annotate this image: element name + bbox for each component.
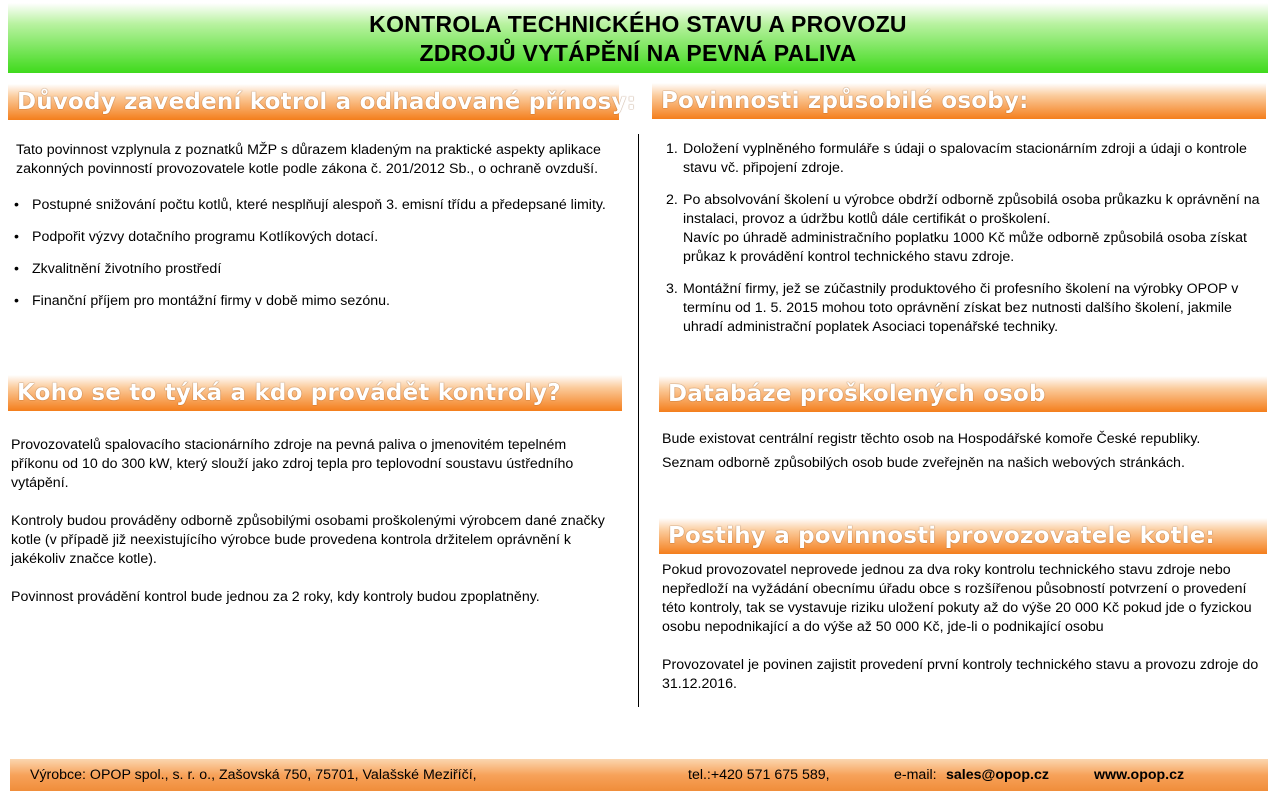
column-divider — [638, 134, 639, 707]
duties-heading: Povinnosti způsobilé osoby: — [652, 83, 1266, 119]
duties-list — [660, 140, 1262, 337]
who-paragraph-1: Provozovatelů spalovacího stacionárního zdroje na pevná paliva o jmenovitém tepelném příkonu od 10 do 300 kW, který slouží jako zdroj tepla pro teplovodní soustavu ústředního vytápění. — [11, 437, 574, 491]
list-text: Montážní firmy, jež se zúčastnily produktového či profesního školení na výrobky OPOP v termínu od 1. 5. 2015 mohou toto oprávnění získat bez nutnosti dalšího školení, jakmile uhradí administrační poplatek Asociaci topenářské techniky. — [683, 281, 1239, 335]
who-paragraph-3: Povinnost provádění kontrol bude jednou za 2 roky, kdy kontroly budou zpoplatněny. — [11, 589, 540, 605]
database-heading: Databáze proškolených osob — [659, 376, 1267, 412]
who-section — [11, 436, 611, 607]
list-number: 1. — [666, 141, 678, 157]
list-item — [660, 191, 1262, 267]
title-line-2: ZDROJŮ VYTÁPĚNÍ NA PEVNÁ PALIVA — [419, 40, 857, 66]
footer-email-label: e-mail: — [894, 767, 937, 783]
who-heading: Koho se to týká a kdo provádět kontroly? — [8, 375, 622, 411]
list-number: 3. — [666, 281, 678, 297]
list-item: • Zkvalitnění životního prostředí — [10, 260, 616, 279]
penalties-paragraph-2: Provozovatel je povinen zajistit provedení první kontroly technického stavu a provozu zdroje do 31.12.2016. — [662, 657, 1259, 692]
list-text: Po absolvování školení u výrobce obdrží odborně způsobilá osoba průkazku k oprávnění na instalaci, provoz a údržbu kotlů dále certifikát o proškolení. — [683, 192, 1260, 227]
list-item: • Postupné snižování počtu kotlů, které nesplňují alespoň 3. emisní třídu a předepsané limity. — [10, 196, 616, 215]
penalties-heading: Postihy a povinnosti provozovatele kotle: — [659, 518, 1267, 554]
page-title — [8, 3, 1268, 73]
list-item: • Podpořit výzvy dotačního programu Kotlíkových dotací. — [10, 228, 616, 247]
footer — [10, 759, 1268, 791]
list-extra-text: Navíc po úhradě administračního poplatku 1000 Kč může odborně způsobilá osoba získat průkaz k provádění kontrol technického stavu zdroje. — [683, 230, 1247, 265]
penalties-paragraph-1: Pokud provozovatel neprovede jednou za dva roky kontrolu technického stavu zdroje nebo nepředloží na vyžádání obecnímu úřadu obce s rozšířenou působností potvrzení o provedení této kontroly, tak se vystavuje riziku uložení pokuty až do výše 20 000 Kč pokud jde o fyzickou osobu nepodnikající a do výše až 50 000 Kč, jde-li o podnikající osobu — [662, 562, 1252, 635]
list-item: • Finanční příjem pro montážní firmy v době mimo sezónu. — [10, 292, 616, 311]
list-text: Doložení vyplněného formuláře s údaji o spalovacím stacionárním zdroji a údaji o kontrole stavu vč. připojení zdroje. — [683, 141, 1247, 176]
list-item — [660, 140, 1262, 178]
penalties-section — [662, 561, 1262, 694]
footer-web-link[interactable]: www.opop.cz — [1094, 767, 1185, 783]
reasons-intro: Tato povinnost vzplynula z poznatků MŽP s důrazem kladeným na praktické aspekty aplikace zakonných povinností provozovatele kotle podle zákona č. 201/2012 Sb., o ochraně ovzduší. — [16, 142, 601, 177]
database-paragraph-2: Seznam odborně způsobilých osob bude zveřejněn na našich webových stránkách. — [662, 455, 1185, 471]
duties-section — [660, 140, 1262, 350]
reasons-section — [16, 141, 616, 324]
list-number: 2. — [666, 192, 678, 208]
reasons-heading: Důvody zavedení kotrol a odhadované přínosy: — [8, 84, 619, 120]
reasons-list — [10, 196, 616, 311]
list-item — [660, 280, 1262, 337]
who-paragraph-2: Kontroly budou prováděny odborně způsobilými osobami proškolenými výrobcem dané značky kotle (v případě již neexistujícího výrobce bude provedena kontrola držitelem oprávnění k jakékoliv značce kotle). — [11, 513, 605, 567]
title-line-1: KONTROLA TECHNICKÉHO STAVU A PROVOZU — [369, 11, 907, 37]
footer-phone: tel.:+420 571 675 589, — [688, 767, 830, 783]
footer-email-link[interactable]: sales@opop.cz — [946, 767, 1049, 783]
footer-maker: Výrobce: OPOP spol., s. r. o., Zašovská 750, 75701, Valašské Meziříčí, — [30, 767, 477, 783]
database-paragraph-1: Bude existovat centrální registr těchto osob na Hospodářské komoře České republiky. — [662, 431, 1201, 447]
database-section — [662, 430, 1262, 473]
